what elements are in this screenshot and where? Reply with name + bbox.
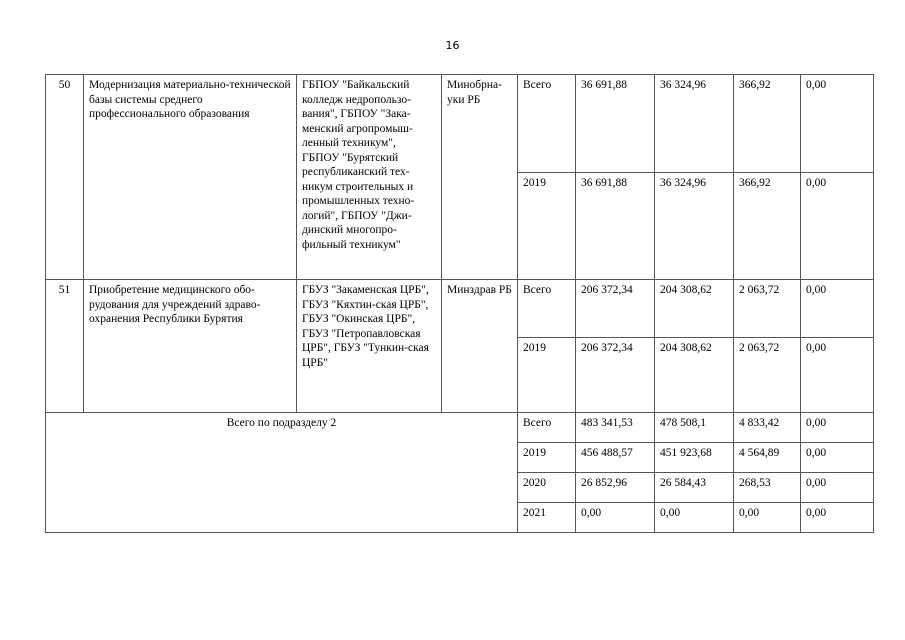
- period: 2019: [518, 443, 576, 473]
- amount-federal: 0,00: [655, 503, 734, 533]
- row-number: 50: [46, 75, 84, 280]
- amount-federal: 451 923,68: [655, 443, 734, 473]
- amount-regional: 2 063,72: [734, 280, 801, 338]
- amount-regional: 4 564,89: [734, 443, 801, 473]
- amount-federal: 26 584,43: [655, 473, 734, 503]
- amount-federal: 36 324,96: [655, 75, 734, 173]
- amount-total: 36 691,88: [576, 173, 655, 280]
- period: 2020: [518, 473, 576, 503]
- amount-total: 36 691,88: [576, 75, 655, 173]
- amount-other: 0,00: [801, 473, 874, 503]
- amount-other: 0,00: [801, 75, 874, 173]
- period: Всего: [518, 75, 576, 173]
- amount-regional: 2 063,72: [734, 338, 801, 413]
- table-row: [46, 280, 874, 338]
- table-row: [46, 75, 874, 173]
- amount-federal: 478 508,1: [655, 413, 734, 443]
- event-name: Модернизация материально-технической базы системы среднего профессионального образования: [84, 75, 297, 280]
- executor: ГБУЗ "Закаменская ЦРБ", ГБУЗ "Кяхтин-ская ЦРБ", ГБУЗ "Окинская ЦРБ", ГБУЗ "Петропавловская ЦРБ", ГБУЗ "Тункин-ская ЦРБ": [297, 280, 442, 413]
- amount-total: 0,00: [576, 503, 655, 533]
- period: Всего: [518, 280, 576, 338]
- subsection-total-label: Всего по подразделу 2: [46, 413, 518, 533]
- ministry: Минобрна-уки РБ: [442, 75, 518, 280]
- amount-other: 0,00: [801, 443, 874, 473]
- amount-federal: 204 308,62: [655, 280, 734, 338]
- period: Всего: [518, 413, 576, 443]
- amount-federal: 204 308,62: [655, 338, 734, 413]
- period: 2021: [518, 503, 576, 533]
- row-number: 51: [46, 280, 84, 413]
- total-row: [46, 413, 874, 443]
- amount-total: 206 372,34: [576, 338, 655, 413]
- subprogram-table: [45, 74, 874, 533]
- amount-total: 483 341,53: [576, 413, 655, 443]
- amount-other: 0,00: [801, 173, 874, 280]
- page-number: 16: [445, 39, 460, 52]
- amount-other: 0,00: [801, 280, 874, 338]
- amount-regional: 0,00: [734, 503, 801, 533]
- amount-total: 26 852,96: [576, 473, 655, 503]
- amount-other: 0,00: [801, 413, 874, 443]
- amount-total: 206 372,34: [576, 280, 655, 338]
- amount-regional: 366,92: [734, 173, 801, 280]
- event-name: Приобретение медицинского обо-рудования для учреждений здраво-охранения Республики Бурятия: [84, 280, 297, 413]
- amount-regional: 268,53: [734, 473, 801, 503]
- amount-other: 0,00: [801, 503, 874, 533]
- ministry: Минздрав РБ: [442, 280, 518, 413]
- period: 2019: [518, 338, 576, 413]
- amount-regional: 366,92: [734, 75, 801, 173]
- amount-federal: 36 324,96: [655, 173, 734, 280]
- period: 2019: [518, 173, 576, 280]
- amount-total: 456 488,57: [576, 443, 655, 473]
- amount-regional: 4 833,42: [734, 413, 801, 443]
- amount-other: 0,00: [801, 338, 874, 413]
- executor: ГБПОУ "Байкальский колледж недропользо-вания", ГБПОУ "Зака-менский агропромыш-ленный техникум", ГБПОУ "Бурятский республиканский тех-никум строительных и промышленных техно-логий", ГБПОУ "Джи-динский многопро-фильный техникум": [297, 75, 442, 280]
